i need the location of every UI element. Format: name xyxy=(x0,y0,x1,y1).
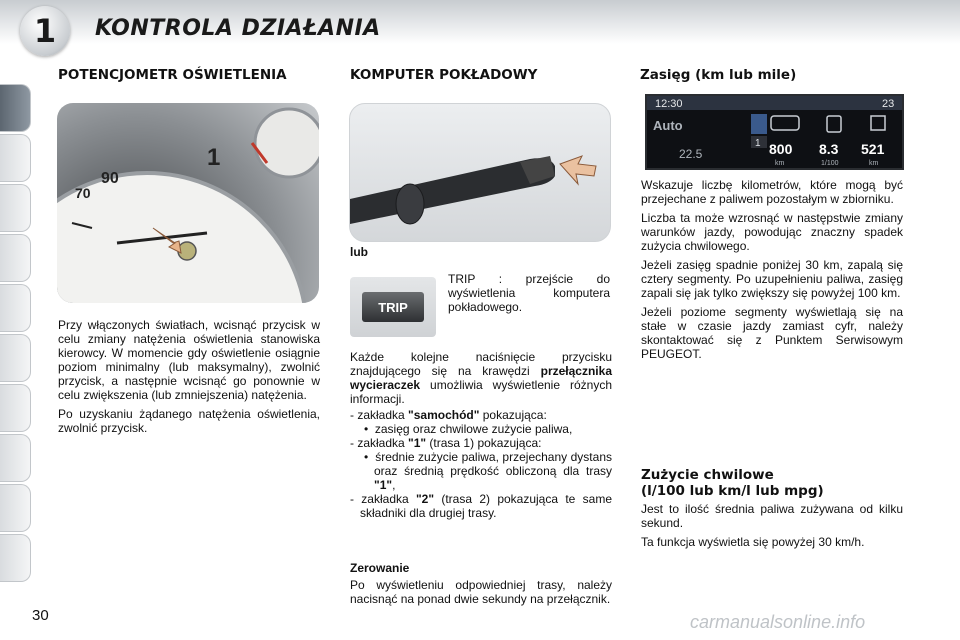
wiper-stalk-photo xyxy=(349,103,611,242)
text: - zakładka xyxy=(350,408,409,422)
chapter-tab[interactable] xyxy=(0,534,31,582)
gauge-label-90: 90 xyxy=(101,170,119,187)
dimmer-description xyxy=(58,318,320,440)
section-heading-instant-consumption xyxy=(641,467,824,499)
paragraph: Jeżeli zasięg spadnie poniżej 30 km, zapalą się cztery segmenty. Po uzupełnieniu paliwa, zasięg zapali się jak tylko zwiększy się powyżej 100 km. xyxy=(641,258,903,300)
stalk-illustration xyxy=(350,104,610,241)
tab-list xyxy=(350,408,612,422)
reset-heading: Zerowanie xyxy=(350,561,410,575)
chapter-tab[interactable] xyxy=(0,434,31,482)
paragraph: Liczba ta może wzrosnąć w następstwie zmiany warunków jazdy, powodując znaczny spadek zużycia chwilowego. xyxy=(641,211,903,253)
paragraph: Po uzyskaniu żądanego natężenia oświetlenia, zwolnić przycisk. xyxy=(58,407,320,435)
chapter-tab[interactable] xyxy=(0,134,31,182)
checkered-flag-icon xyxy=(871,116,885,130)
tab-list xyxy=(350,436,612,450)
or-label: lub xyxy=(350,245,368,259)
gauge-label-1: 1 xyxy=(207,144,221,171)
tab-list xyxy=(350,492,612,520)
text: zasięg oraz chwilowe zużycie paliwa, xyxy=(374,422,573,436)
section-heading-dimmer: POTENCJOMETR OŚWIETLENIA xyxy=(58,67,287,83)
text: (trasa 1) pokazująca: xyxy=(426,436,542,450)
chapter-tab-active[interactable] xyxy=(0,84,31,132)
text-bold: "1" xyxy=(374,478,393,492)
fuel-pump-icon xyxy=(827,116,841,132)
paragraph: Przy włączonych światłach, wcisnąć przycisk w celu zmiany natężenia oświetlenia stanowiska kierowcy. W momencie gdy oświetlenie osiągnie poziom minimalny (lub maksymalny), zwolnić przycisk, a następnie wcisnąć go ponownie w celu zwiększenia (lub zmniejszenia) natężenia. xyxy=(58,318,320,402)
section-heading-trip-computer: KOMPUTER POKŁADOWY xyxy=(350,67,538,83)
list-item: • zasięg oraz chwilowe zużycie paliwa, xyxy=(364,422,573,436)
watermark: carmanualsonline.info xyxy=(690,612,866,632)
list-item xyxy=(350,492,612,520)
dashboard-gauge-photo xyxy=(57,103,319,303)
trip-computer-description xyxy=(350,350,612,520)
chapter-badge: 1 xyxy=(20,6,70,56)
display-consumption-unit: 1/100 xyxy=(821,160,839,167)
section-heading-range: Zasięg (km lub mile) xyxy=(640,67,797,83)
heading-line: Zużycie chwilowe xyxy=(641,467,774,483)
list-item xyxy=(350,436,612,450)
text-bold: "2" xyxy=(415,492,435,506)
chapter-tab[interactable] xyxy=(0,234,31,282)
display-range-value: 800 xyxy=(769,141,793,157)
text: Każde kolejne naciśnięcie przycisku znajdującego się na krawędzi xyxy=(350,350,612,378)
chapter-tab-strip xyxy=(0,66,32,576)
reset-description: Po wyświetleniu odpowiedniej trasy, należy nacisnąć na ponad dwie sekundy na przełącznik. xyxy=(350,578,612,606)
page-number: 30 xyxy=(32,607,49,624)
list-item: • średnie zużycie paliwa, przejechany dystans oraz średnią prędkość obliczoną dla trasy "1", xyxy=(364,450,612,492)
text: umożliwia wyświetlenie różnych informacji. xyxy=(350,378,612,406)
display-trip-tab-1: 1 xyxy=(755,138,761,149)
paragraph: Jeżeli poziome segmenty wyświetlają się na stałe w czasie jazdy zamiast cyfr, należy skontaktować się z Punktem Serwisowym PEUGEOT. xyxy=(641,305,903,361)
display-consumption-value: 8.3 xyxy=(819,141,839,157)
display-distance-unit: km xyxy=(869,160,879,167)
text-bold: "samochód" xyxy=(408,408,480,422)
display-climate-temp: 22.5 xyxy=(679,147,703,161)
display-auto-label: Auto xyxy=(653,118,683,133)
text: - zakładka xyxy=(350,436,409,450)
sub-list xyxy=(350,422,612,436)
text: (trasa 2) pokazująca te same składniki dla drugiej trasy. xyxy=(360,492,612,520)
display-temperature: 23 xyxy=(882,98,895,110)
gauge-illustration xyxy=(57,103,319,303)
chapter-tab[interactable] xyxy=(0,484,31,532)
text-bold: "1" xyxy=(408,436,427,450)
chapter-tab[interactable] xyxy=(0,284,31,332)
display-time: 12:30 xyxy=(655,98,683,110)
trip-button-description: TRIP : przejście do wyświetlenia komputera pokładowego. xyxy=(448,272,610,314)
paragraph: Jest to ilość średnia paliwa zużywana od kilku sekund. xyxy=(641,502,903,530)
heading-line: (l/100 lub km/l lub mpg) xyxy=(641,483,824,499)
chapter-tab[interactable] xyxy=(0,334,31,382)
multifunction-display xyxy=(645,94,904,170)
paragraph xyxy=(350,350,612,406)
trip-button-photo xyxy=(350,277,436,337)
car-icon xyxy=(771,116,799,130)
list-item xyxy=(350,408,612,422)
text-bold: przełącznika wycieraczek xyxy=(350,364,612,392)
gauge-label-70: 70 xyxy=(75,185,91,201)
text: średnie zużycie paliwa, przejechany dystans oraz średnią prędkość obliczoną dla trasy xyxy=(374,450,612,478)
paragraph: Ta funkcja wyświetla się powyżej 30 km/h. xyxy=(641,535,865,549)
paragraph: Wskazuje liczbę kilometrów, które mogą być przejechane z paliwem pozostałym w zbiorniku. xyxy=(641,178,903,206)
text: - zakładka xyxy=(350,492,416,506)
display-distance-value: 521 xyxy=(861,141,885,157)
instant-consumption-description xyxy=(641,502,903,554)
trip-button[interactable]: TRIP xyxy=(362,292,424,322)
sub-list xyxy=(350,450,612,492)
chapter-tab[interactable] xyxy=(0,184,31,232)
text: pokazująca: xyxy=(479,408,547,422)
chapter-tab[interactable] xyxy=(0,384,31,432)
text: , xyxy=(392,478,396,492)
display-screen xyxy=(647,96,902,168)
page-title: KONTROLA DZIAŁANIA xyxy=(95,16,381,41)
range-description xyxy=(641,178,903,366)
display-range-unit: km xyxy=(775,160,785,167)
